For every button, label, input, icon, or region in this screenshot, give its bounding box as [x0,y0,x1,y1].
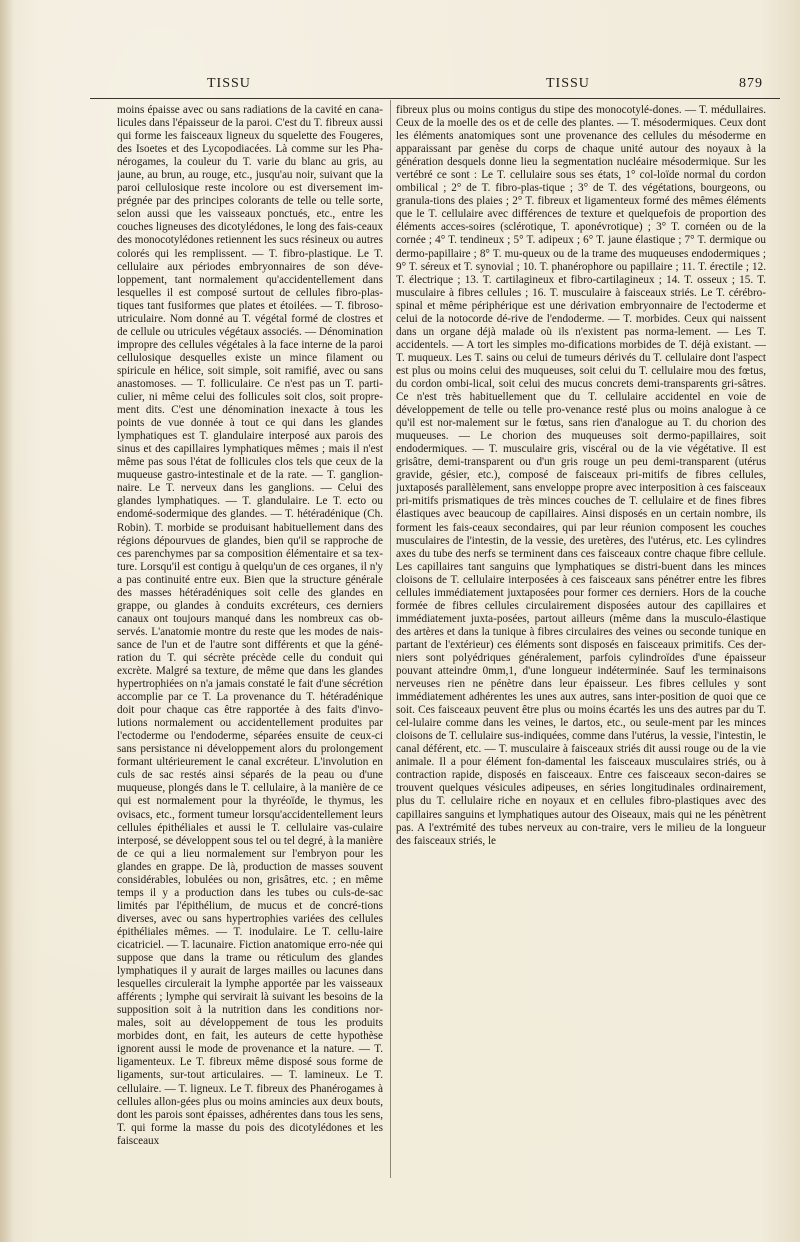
header-right-title: TISSU [546,76,590,91]
running-header [0,76,800,100]
column-right-text: fibreux plus ou moins contigus du stipe des monocotylé-dones. — T. médullaires. Ceux de la moelle des os et de celle des plantes. — T. mésodermiques. Ceux dont les éléments anatomiques sont une provenance des cellules du mésoderme en apparaissant par genèse du corps de chaque unité autour des noyaux à la génération desquels donne lieu la segmentation nucléaire mésodermique. Sur les vertébré ce sont : Le T. cellulaire sous ses états, 1° col-loïde normal du cordon ombilical ; 2° de T. fibro-plas-tique ; 3° de T. des végétations, bourgeons, ou granula-tions des plaies ; 2° T. fibreux et ligamenteux formé des mêmes éléments que le T. cellulaire avec différences de texture et quelquefois de proportion des éléments acces-soires (sclérotique, T. aponévrotique) ; 3° T. cornéen ou de la cornée ; 4° T. tendineux ; 5° T. adipeux ; 6° T. jaune élastique ; 7° T. dermique ou dermo-papillaire ; 8° T. mu-queux ou de la trame des muqueuses endodermiques ; 9° T. séreux et T. synovial ; 10. T. phanérophore ou papillaire ; 11. T. érectile ; 12. T. électrique ; 13. T. cartilagineux et fibro-cartilagineux ; 14. T. osseux ; 15. T. musculaire à fibres cellules ; 16. T. musculaire à faisceaux striés. Le T. cérébro-spinal et même périphérique est une dérivation embryonnaire de l'ectoderme et celui de la notocorde dé-rive de l'endoderme. — T. morbides. Ceux qui naissent dans un organe déjà malade où ils n'existent pas norma-lement. — Les T. accidentels. — A tort les simples mo-difications morbides de T. déjà existant. — T. muqueux. Les T. sains ou celui de tumeurs dérivés du T. cellulaire dont l'aspect est plus ou moins celui des muqueuses, soit celui du T. cellulaire mou des fœtus, du cordon ombi-lical, soit celui des mucus concrets demi-transparents gri-sâtres. Ce n'est très habituellement que du T. cellulaire accidentel en voie de développement de telle ou telle pro-venance resté plus ou moins analogue à ce qu'il est nor-malement sur le fœtus, sans rien d'analogue au T. du chorion des muqueuses. — Le chorion des muqueuses soit dermo-papillaires, soit endodermiques. — T. musculaire gris, viscéral ou de la vie végétative. Il est grisâtre, demi-transparent ou d'un gris rouge un peu demi-transparent (utérus gravide, gésier, etc.), composé de faisceaux pri-mitifs de fibres cellules, juxtaposés parallèlement, sans enveloppe propre avec interposition à ces faisceaux pri-mitifs prismatiques de très minces couches de T. cellulaire et de fines fibres élastiques avec beaucoup de capillaires. Ainsi disposés en un certain nombre, ils forment les fais-ceaux secondaires, qui par leur réunion composent les couches musculaires de l'intestin, de la vessie, des uretères, des l'utérus, etc. Les cylindres axes du tube des nerfs se terminent dans ces faisceaux contre chaque fibre cellule. Les capillaires tant sanguins que lymphatiques se distri-buent dans les minces cloisons de T. cellulaire interposées à ces faisceaux sans pénétrer entre les fibres cellules immédiatement juxtaposées pour former ces derniers. Hors de la couche formée de fibres cellules circulairement disposées autour des capillaires et immédiatement juxta-posées, partout ailleurs (même dans la musculo-élastique des artères et dans la tunique à fibres circulaires des veines ou seconde tunique en partant de l'extérieur) ces éléments sont disposés en faisceaux primitifs. Ces der-niers sont polyédriques généralement, parfois cylindroïdes d'une épaisseur pouvant atteindre 0mm,1, d'une longueur indéterminée. Sauf les terminaisons nerveuses rien ne pénètre dans leur épaisseur. Les fibres cellules y sont immédiatement adhérentes les unes aux autres, sans inter-position de quoi que ce soit. Ces faisceaux peuvent être plus ou moins écartés les uns des autres par du T. cel-lulaire comme dans les veines, le dartos, etc., ou seule-ment par les minces cloisons de T. cellulaire sus-indiquées, comme dans l'utérus, la vessie, l'intestin, le canal déférent, etc. — T. musculaire à faisceaux striés dit aussi rouge ou de la vie animale. Il a pour élément fon-damental les faisceaux musculaires striés, ou à contraction rapide, disposés en faisceaux. Entre ces faisceaux secon-daires se trouvent quelques vésicules adipeuses, en séries longitudinales ordinairement, plus du T. cellulaire riche en noyaux et en cellules fibro-plastiques avec des capillaires sanguins et lymphatiques autour des Oiseaux, mais qui ne les pénètrent pas. A l'extrémité des tubes nerveux au con-traire, vers le milieu de la longueur des faisceaux striés, le [396,104,766,847]
text-column-left [117,104,383,1176]
page-edge-shadow [0,0,14,1242]
header-rule [90,98,780,99]
column-left-text: moins épaisse avec ou sans radiations de la cavité en cana-licules dans l'épaisseur de la paroi. C'est du T. fibreux aussi qui forme les faisceaux ligneux du squelette des Fougeres, des Isoetes et des Lycopodiacées. Là comme sur les Pha-nérogames, la couleur du T. varie du blanc au gris, au jaune, au brun, au rouge, etc., jusqu'au noir, suivant que la paroi cellulosique reste incolore ou est diversement im-prégnée par des principes colorants de telle ou telle sorte, selon aussi que les vaisseaux ponctués, etc., entre les couches ligneuses des dicotylédones, le long des fais-ceaux des monocotylédones retiennent les sucs résineux ou autres colorés qui les remplissent. — T. fibro-plastique. Le T. cellulaire aux périodes embryonnaires de son déve-loppement, tant normalement qu'accidentellement dans lesquelles il est composé surtout de cellules fibro-plas-tiques tant fusiformes que plates et étoilées. — T. fibroso-utriculaire. Nom donné au T. végétal formé de clostres et de cellule ou utricules végétaux associés. — Dénomination impropre des cellules végétales à la face interne de la paroi cellulosique desquelles existe un mince filament ou spiricule en hélice, soit simple, soit ramifié, avec ou sans anastomoses. — T. folliculaire. Ce n'est pas un T. parti-culier, ni même celui des follicules soit clos, soit propre-ment dits. C'est une dénomination inexacte à tous les points de vue donnée à tout ce qui dans les glandes lymphatiques est T. glandulaire interposé aux parois des sinus et des capillaires lymphatiques mêmes ; mais il n'est même pas sous l'état de follicules clos tels que ceux de la muqueuse gastro-intestinale et de la rate. — T. ganglion-naire. Le T. nerveux dans les ganglions. — Celui des glandes lymphatiques. — T. glandulaire. Le T. ecto ou endomé-sodermique des glandes. — T. hétéradénique (Ch. Robin). T. morbide se produisant habituellement dans des régions dépourvues de glandes, bien qu'il se rapproche de ces parenchymes par sa composition élémentaire et sa tex-ture. Lorsqu'il est contigu à quelqu'un de ces organes, il n'y a pas continuité entre eux. Bien que la structure générale des masses hétéradéniques soit celle des glandes en grappe, ou glandes à conduits excréteurs, ces derniers canaux ont toujours manqué dans les nombreux cas ob-servés. L'anatomie montre du reste que les modes de nais-sance de l'un et de l'autre sont différents et que la géné-ration du T. qui sécrète précède celle du conduit qui excrète. Malgré sa texture, de même que dans les glandes hypertrophiées on n'a jamais constaté le fait d'une sécrétion accomplie par ce T. La provenance du T. hétéradénique doit pour chaque cas être rapportée à des faits d'invo-lutions normalement ou accidentellement produites par l'ectoderme ou l'endoderme, séparées ensuite de ceux-ci sans persistance ni développement alors du prolongement formant ultérieurement le canal excréteur. L'involution en culs de sac restés ainsi séparés de la peau ou d'une muqueuse, plongés dans le T. cellulaire, à la manière de ce qui est normalement pour la thyréoïde, le thymus, les ovisacs, etc., forment tumeur lorsqu'accidentellement leurs cellules épithéliales et aussi le T. cellulaire vas-culaire interposé, se développent sous tel ou tel degré, à la manière de ce qui a lieu normalement sur l'embryon pour les glandes en grappe. De là, production de masses souvent considérables, lobulées ou non, grisâtres, etc. ; en même temps il y a production dans les tubes ou culs-de-sac limités par l'épithélium, de mucus et de concré-tions diverses, avec ou sans hypertrophies variées des cellules épithéliales mêmes. — T. inodulaire. Le T. cellu-laire cicatriciel. — T. lacunaire. Fiction anatomique erro-née qui suppose que dans la trame ou réticulum des glandes lymphatiques il y aurait de larges mailles ou lacunes dans lesquelles circulerait la lymphe apportée par les vaisseaux afférents ; lymphe qui servirait là suivant les besoins de la supposition soit à la nutrition dans les conditions nor-males, soit au développement de tous les produits morbides dont, en fait, les auteurs de cette hypothèse ignorent aussi le mode de provenance et la nature. — T. ligamenteux. Le T. fibreux même disposé sous forme de ligaments, sur-tout articulaires. — T. lamineux. Le T. cellulaire. — T. ligneux. Le T. fibreux des Phanérogames à cellules allon-gées plus ou moins amincies aux deux bouts, dont les parois sont épaisses, adhérentes dans tous les sens, T. qui forme la masse du pois des dicotylédones et les faisceaux [117,104,383,1147]
page-number: 879 [739,76,763,91]
header-left-title: TISSU [207,76,251,91]
column-divider [390,100,391,1178]
text-column-right [396,104,766,1176]
